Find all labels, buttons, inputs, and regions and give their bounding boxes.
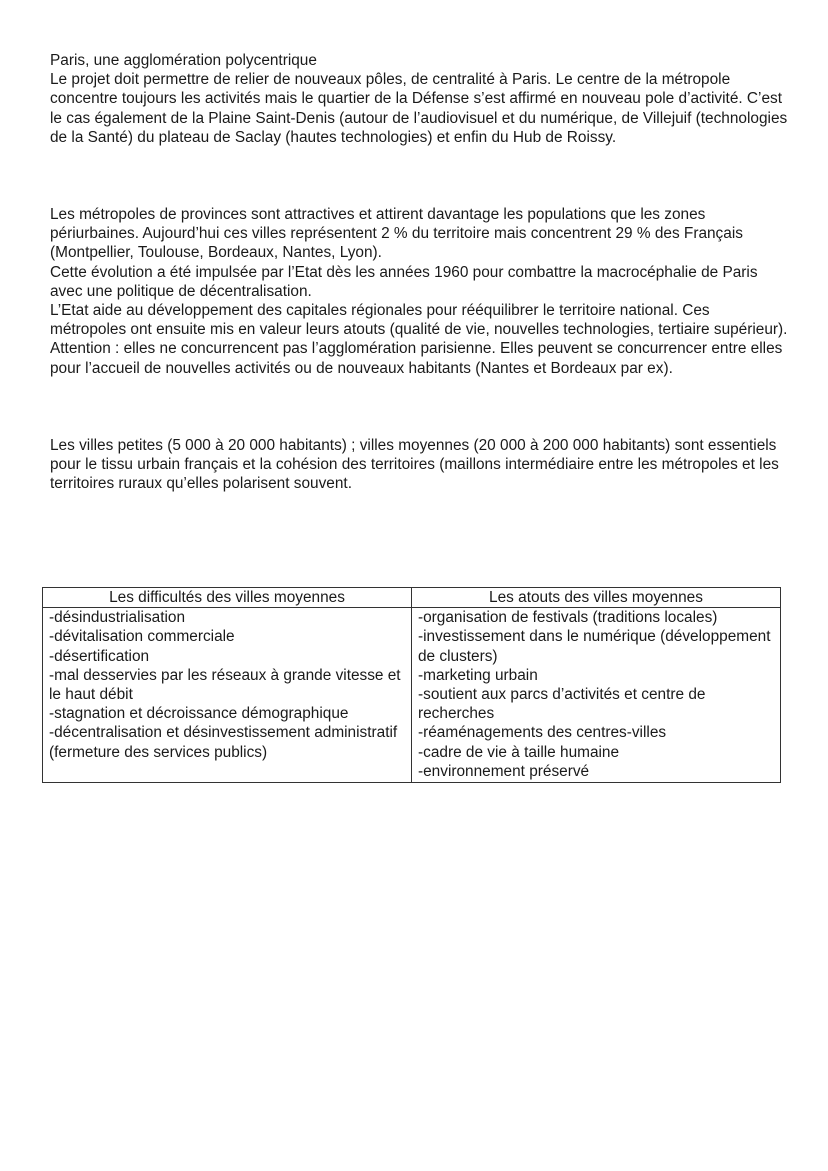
list-item: -environnement préservé [418,762,590,780]
difficulties-cell [43,608,412,783]
paragraph: L’Etat aide au développement des capitales régionales pour rééquilibrer le territoire national. Ces métropoles ont ensuite mis en valeur leurs atouts (qualité de vie, nouvelles technologies, tertiaire supérieur). [50,302,788,339]
document-page [50,51,790,493]
paragraph: Cette évolution a été impulsée par l’Etat dès les années 1960 pour combattre la macrocéphalie de Paris avec une politique de décentralisation. [50,263,758,300]
list-item: -stagnation et décroissance démographique [49,705,349,723]
table-header-row [43,588,781,608]
assets-cell [412,608,781,783]
comparison-table [42,587,781,783]
paragraph: Les villes petites (5 000 à 20 000 habitants) ; villes moyennes (20 000 à 200 000 habitants) sont essentiels pour le tissu urbain français et la cohésion des territoires (maillons intermédiaire entre les métropoles et les territoires ruraux qu’elles polarisent souvent. [50,436,779,493]
section-villes-petites-moyennes [50,436,790,494]
list-item: -désertification [49,647,150,665]
list-item: -désindustrialisation [49,609,186,627]
list-item: -investissement dans le numérique (développement de clusters) [418,628,771,665]
list-item: -organisation de festivals (traditions locales) [418,609,718,627]
table-header-difficulties: Les difficultés des villes moyennes [43,588,412,608]
list-item: -réaménagements des centres-villes [418,724,667,742]
paragraph: Attention : elles ne concurrencent pas l’agglomération parisienne. Elles peuvent se concurrencer entre elles pour l’accueil de nouvelles activités ou de nouveaux habitants (Nantes et Bordeaux par ex). [50,340,783,377]
paragraph: Le projet doit permettre de relier de nouveaux pôles, de centralité à Paris. Le centre de la métropole concentre toujours les activités mais le quartier de la Défense s’est affirmé en nouveau pole d’activité. C’est le cas également de la Plaine Saint-Denis (autour de l’audiovisuel et du numérique, de Villejuif (technologies de la Santé) du plateau de Saclay (hautes technologies) et enfin du Hub de Roissy. [50,71,788,146]
list-item: -marketing urbain [418,666,538,684]
list-item: -décentralisation et désinvestissement administratif (fermeture des services publics) [49,724,398,761]
table-row [43,608,781,783]
list-item: -cadre de vie à taille humaine [418,743,620,761]
list-item: -dévitalisation commerciale [49,628,235,646]
section-title-paris: Paris, une agglomération polycentrique [50,52,317,69]
list-item: -mal desservies par les réseaux à grande vitesse et le haut débit [49,666,401,704]
section-metropoles-provinces [50,205,790,378]
list-item: -soutient aux parcs d’activités et centre de recherches [418,686,706,723]
paragraph: Les métropoles de provinces sont attractives et attirent davantage les populations que les zones périurbaines. Aujourd’hui ces villes représentent 2 % du territoire mais concentrent 29 % des Français (Montpellier, Toulouse, Bordeaux, Nantes, Lyon). [50,206,743,262]
section-paris-polycentrique [50,51,790,147]
table-header-assets: Les atouts des villes moyennes [412,588,781,608]
